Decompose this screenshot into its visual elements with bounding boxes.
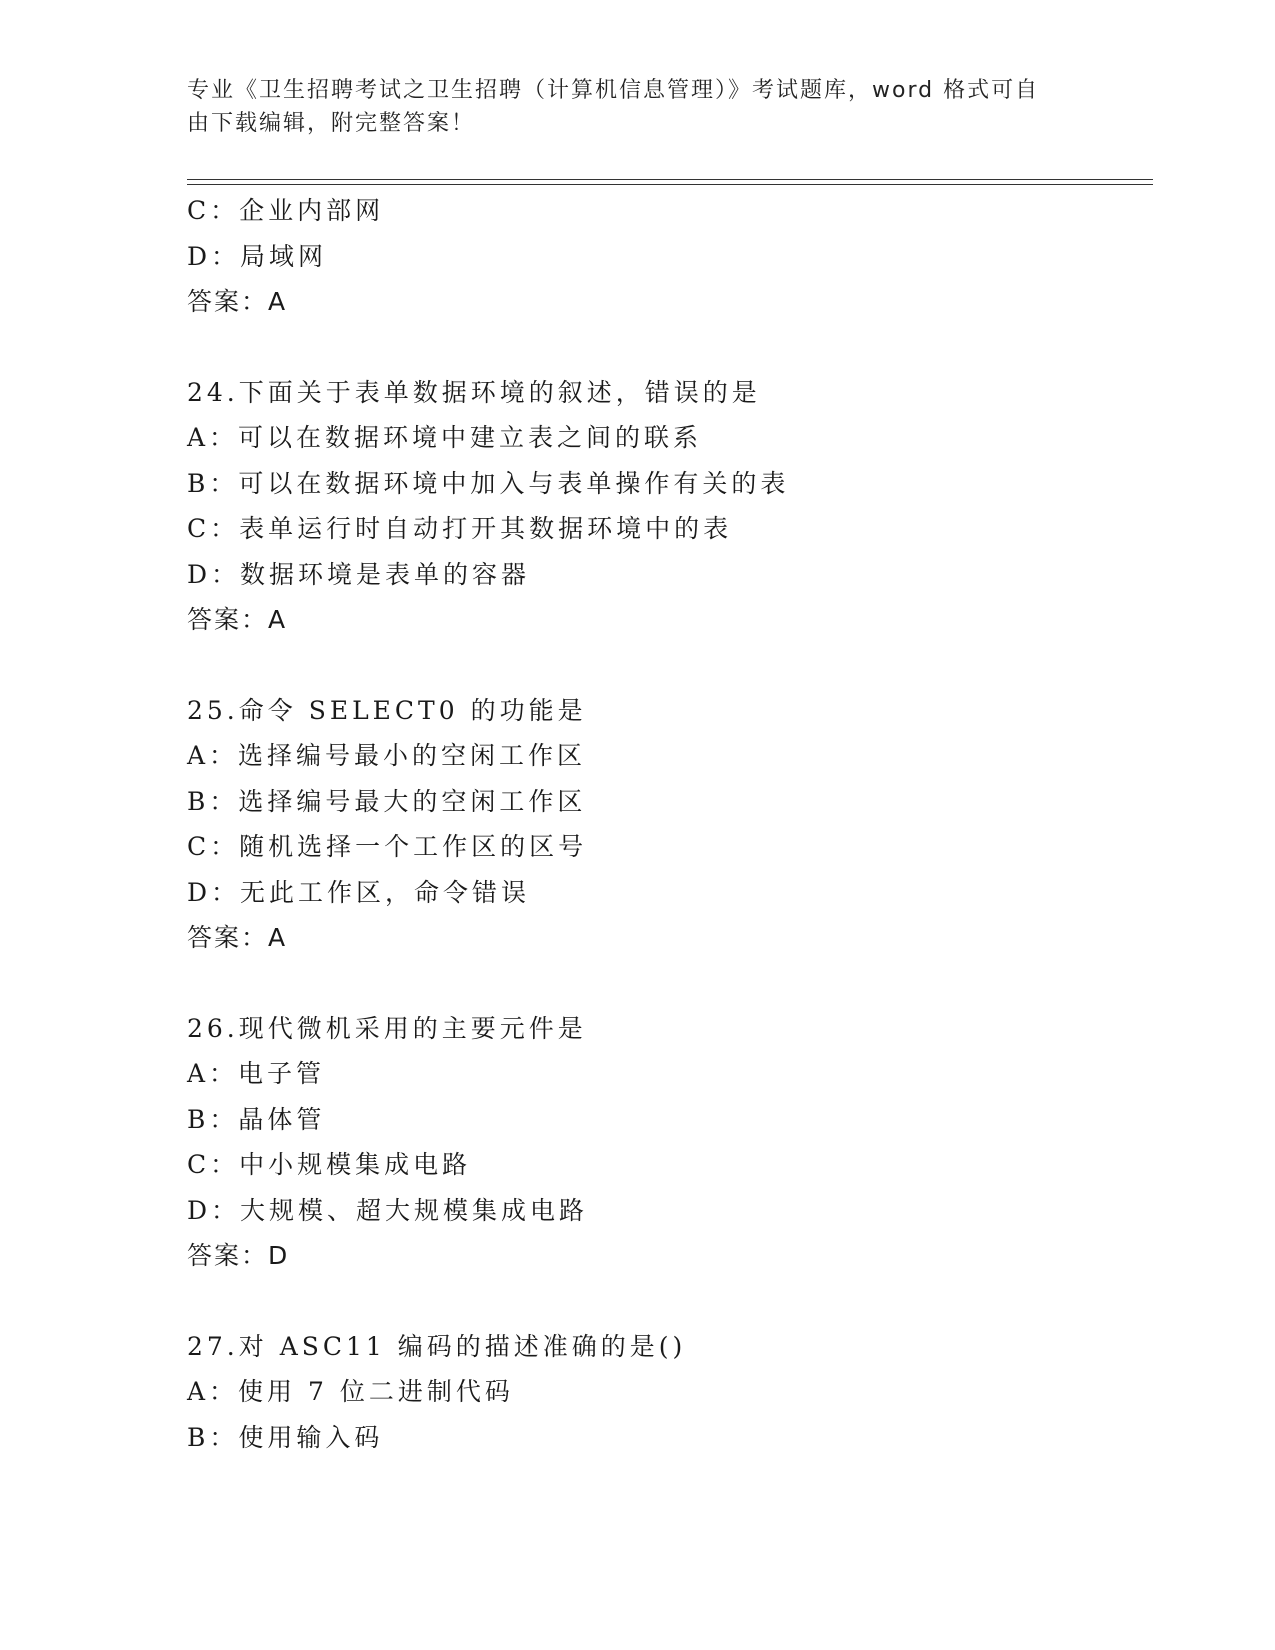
- option-a: A：选择编号最小的空闲工作区: [187, 741, 587, 770]
- option-c: C：随机选择一个工作区的区号: [187, 832, 588, 861]
- answer: 答案：A: [187, 923, 288, 952]
- option-c: C：中小规模集成电路: [187, 1150, 472, 1179]
- option-d: D：大规模、超大规模集成电路: [187, 1195, 589, 1225]
- option-b: B：选择编号最大的空闲工作区: [187, 786, 587, 816]
- header-line-2: 由下载编辑，附完整答案！: [187, 111, 476, 136]
- question-27: [187, 1324, 1147, 1461]
- option-a: A：可以在数据环境中建立表之间的联系: [187, 423, 703, 452]
- question-24: [187, 370, 1147, 643]
- question-25: [187, 688, 1147, 961]
- question-stem: 27.对 ASC11 编码的描述准确的是(): [187, 1331, 687, 1361]
- header-rule-top: [187, 179, 1153, 180]
- option-d: D：数据环境是表单的容器: [187, 559, 531, 589]
- header-rule-bottom: [187, 184, 1153, 185]
- option-b: B：使用输入码: [187, 1422, 384, 1452]
- option-d: D：局域网: [187, 241, 328, 271]
- option-b: B：晶体管: [187, 1104, 326, 1134]
- spacer: [187, 1279, 1147, 1324]
- spacer: [187, 643, 1147, 688]
- question-23-fragment: [187, 188, 1147, 325]
- question-stem: 25.命令 SELECT0 的功能是: [187, 695, 587, 725]
- question-stem: 24.下面关于表单数据环境的叙述，错误的是: [187, 377, 761, 407]
- answer: 答案：A: [187, 605, 288, 634]
- answer: 答案：A: [187, 287, 288, 316]
- option-c: C：表单运行时自动打开其数据环境中的表: [187, 514, 733, 543]
- option-a: A：电子管: [187, 1059, 326, 1088]
- option-c: C：企业内部网: [187, 196, 385, 225]
- spacer: [187, 325, 1147, 370]
- answer: 答案：D: [187, 1241, 290, 1270]
- document-header: [187, 74, 1067, 140]
- question-stem: 26.现代微机采用的主要元件是: [187, 1013, 587, 1043]
- header-line-1: 专业《卫生招聘考试之卫生招聘（计算机信息管理）》考试题库，word 格式可自: [187, 78, 1040, 103]
- question-26: [187, 1006, 1147, 1279]
- spacer: [187, 961, 1147, 1006]
- question-list: [187, 188, 1147, 1460]
- option-d: D：无此工作区，命令错误: [187, 877, 531, 907]
- option-b: B：可以在数据环境中加入与表单操作有关的表: [187, 468, 790, 498]
- option-a: A：使用 7 位二进制代码: [187, 1377, 514, 1406]
